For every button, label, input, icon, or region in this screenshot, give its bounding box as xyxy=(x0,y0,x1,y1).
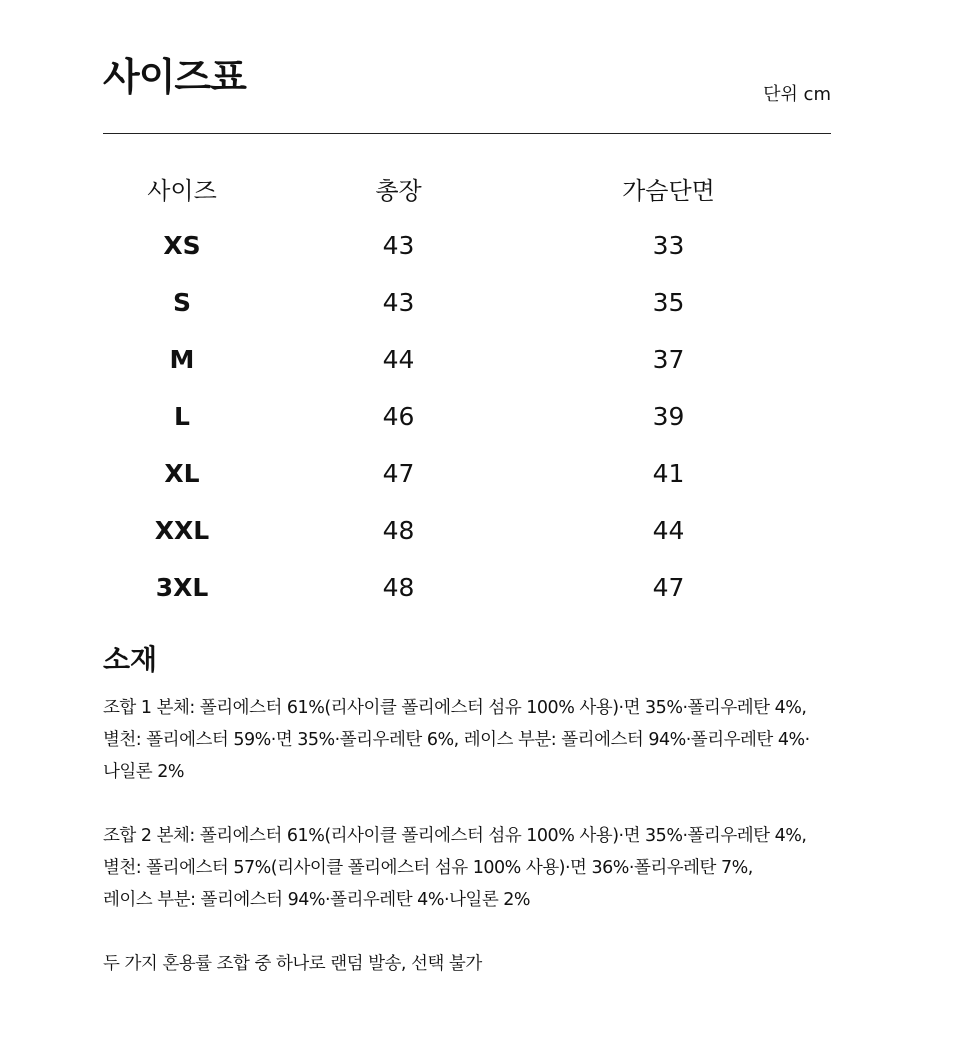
length-cell: 47 xyxy=(382,459,415,488)
material-line: 별천: 폴리에스터 59%·면 35%·폴리우레탄 6%, 레이스 부분: 폴리에스터 94%·폴리우레탄 4%· xyxy=(103,730,810,750)
column-spacer xyxy=(801,160,831,217)
material-line: 조합 2 본체: 폴리에스터 61%(리사이클 폴리에스터 섬유 100% 사용)·면 35%·폴리우레탄 4%, xyxy=(103,826,807,846)
column-header-chest: 가슴단면 xyxy=(622,177,715,205)
table-row xyxy=(103,502,831,559)
size-chart-header xyxy=(103,0,831,134)
column-header-length: 총장 xyxy=(375,177,422,205)
chest-cell: 41 xyxy=(652,459,685,488)
table-row xyxy=(103,217,831,274)
length-cell: 48 xyxy=(382,573,415,602)
material-note xyxy=(103,948,883,980)
material-combo-2 xyxy=(103,820,883,916)
material-line: 레이스 부분: 폴리에스터 94%·폴리우레탄 4%·나일론 2% xyxy=(103,890,531,910)
spacer-cell xyxy=(801,331,831,388)
spacer-cell xyxy=(801,217,831,274)
material-line: 조합 1 본체: 폴리에스터 61%(리사이클 폴리에스터 섬유 100% 사용)·면 35%·폴리우레탄 4%, xyxy=(103,698,807,718)
spacer-cell xyxy=(801,445,831,502)
material-line: 별천: 폴리에스터 57%(리사이클 폴리에스터 섬유 100% 사용)·면 36%·폴리우레탄 7%, xyxy=(103,858,753,878)
size-cell: 3XL xyxy=(155,573,209,602)
size-table xyxy=(103,160,831,616)
spacer-cell xyxy=(801,388,831,445)
size-cell: XL xyxy=(164,459,200,488)
spacer-cell xyxy=(801,274,831,331)
size-chart-page xyxy=(103,0,831,974)
chest-cell: 44 xyxy=(652,516,685,545)
length-cell: 43 xyxy=(382,288,415,317)
table-row xyxy=(103,274,831,331)
chest-cell: 47 xyxy=(652,573,685,602)
unit-label: 단위 cm xyxy=(763,84,831,105)
table-row xyxy=(103,445,831,502)
length-cell: 46 xyxy=(382,402,415,431)
column-header-size: 사이즈 xyxy=(147,177,217,205)
table-row xyxy=(103,331,831,388)
table-row xyxy=(103,559,831,616)
material-title: 소재 xyxy=(103,643,158,676)
size-cell: XXL xyxy=(154,516,210,545)
material-combo-1 xyxy=(103,692,883,788)
material-note-text: 두 가지 혼용률 조합 중 하나로 랜덤 발송, 선택 불가 xyxy=(103,954,482,974)
length-cell: 43 xyxy=(382,231,415,260)
page-title: 사이즈표 xyxy=(103,55,246,99)
size-cell: M xyxy=(169,345,195,374)
spacer-cell xyxy=(801,502,831,559)
table-row xyxy=(103,388,831,445)
chest-cell: 35 xyxy=(652,288,685,317)
size-cell: L xyxy=(174,402,190,431)
spacer-cell xyxy=(801,559,831,616)
size-cell: XS xyxy=(163,231,201,260)
size-cell: S xyxy=(172,288,191,317)
table-header-row xyxy=(103,160,831,217)
chest-cell: 33 xyxy=(652,231,685,260)
material-line: 나일론 2% xyxy=(103,762,185,782)
chest-cell: 39 xyxy=(652,402,685,431)
length-cell: 44 xyxy=(382,345,415,374)
length-cell: 48 xyxy=(382,516,415,545)
chest-cell: 37 xyxy=(652,345,685,374)
